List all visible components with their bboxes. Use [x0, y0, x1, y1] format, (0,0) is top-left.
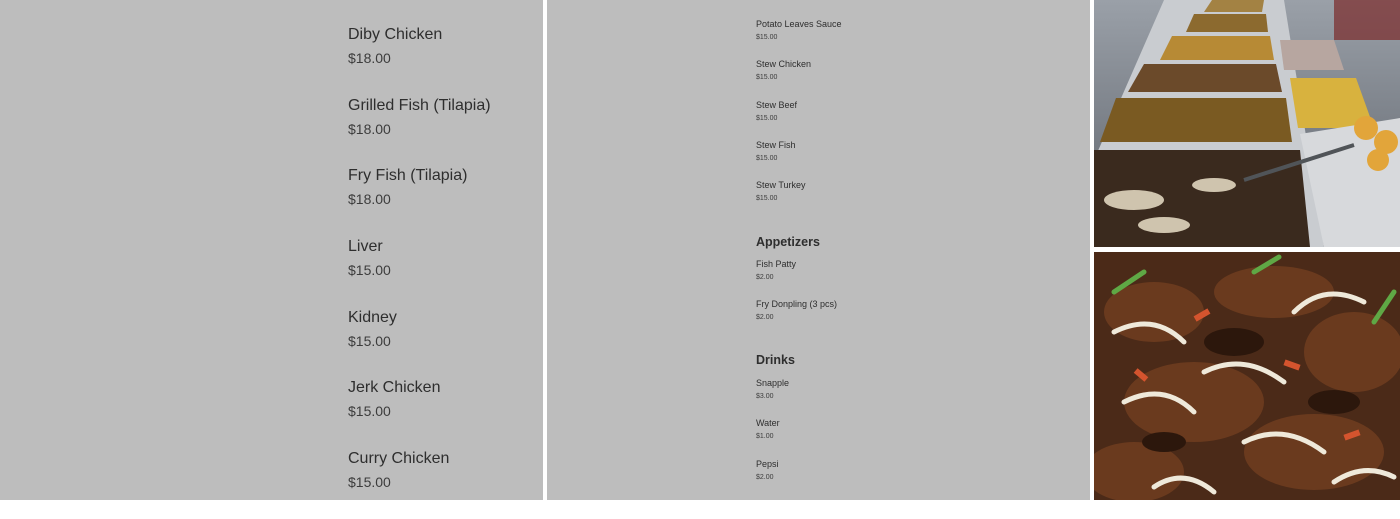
menu-item[interactable]	[348, 448, 538, 519]
menu-item-price: $15.00	[348, 474, 391, 491]
menu-item[interactable]	[756, 99, 1056, 139]
menu-item-price: $15.00	[756, 195, 778, 203]
menu-list-stews	[756, 18, 1056, 219]
buffet-photo-illustration	[1094, 0, 1400, 247]
menu-item[interactable]	[756, 458, 1056, 498]
menu-item-price: $15.00	[756, 74, 778, 82]
section-title-appetizers: Appetizers	[756, 235, 820, 249]
menu-item-name: Stew Fish	[756, 139, 796, 150]
meat-dish-photo[interactable]	[1094, 252, 1400, 500]
menu-item[interactable]	[756, 258, 1056, 298]
menu-item[interactable]	[348, 165, 538, 236]
menu-item-price: $15.00	[348, 403, 391, 420]
menu-item-price: $2.00	[756, 314, 774, 322]
menu-list-appetizers	[756, 258, 1056, 339]
menu-item-name: Kidney	[348, 308, 397, 326]
menu-item-price: $2.00	[756, 473, 774, 481]
menu-item-name: Stew Chicken	[756, 59, 812, 70]
menu-item-name: Fry Fish (Tilapia)	[348, 167, 468, 185]
menu-item-name: Jerk Chicken	[348, 379, 441, 397]
menu-item-name: Liver	[348, 238, 383, 256]
menu-item-price: $18.00	[348, 50, 391, 66]
menu-item-price: $1.00	[756, 433, 774, 441]
menu-item[interactable]	[756, 377, 1056, 417]
menu-item[interactable]	[756, 139, 1056, 179]
menu-item-price: $15.00	[756, 154, 778, 162]
menu-item[interactable]	[348, 307, 538, 378]
menu-list-main	[348, 24, 538, 519]
menu-item[interactable]	[756, 298, 1056, 338]
menu-item-price: $3.00	[756, 393, 774, 400]
menu-item[interactable]	[348, 236, 538, 307]
section-title-drinks: Drinks	[756, 353, 795, 367]
buffet-photo[interactable]	[1094, 0, 1400, 247]
menu-item-name: Grilled Fish (Tilapia)	[348, 96, 491, 114]
menu-item-name: Curry Chicken	[348, 450, 450, 468]
menu-item-price: $15.00	[348, 332, 391, 349]
menu-item-name: Water	[756, 418, 780, 429]
menu-list-drinks	[756, 377, 1056, 498]
menu-item-name: Fish Patty	[756, 259, 797, 269]
menu-item-price: $15.00	[756, 114, 778, 122]
menu-item-name: Fry Donpling (3 pcs)	[756, 299, 838, 310]
menu-item-price: $15.00	[348, 262, 391, 279]
menu-item[interactable]	[348, 24, 538, 95]
menu-item-price: $18.00	[348, 120, 391, 137]
menu-item-name: Potato Leaves Sauce	[756, 19, 842, 29]
menu-item-name: Pepsi	[756, 458, 779, 469]
meat-dish-photo-illustration	[1094, 252, 1400, 500]
menu-item-name: Stew Turkey	[756, 180, 806, 191]
menu-item[interactable]	[756, 18, 1056, 58]
menu-item-name: Snapple	[756, 378, 790, 388]
menu-item[interactable]	[348, 377, 538, 448]
menu-item-price: $2.00	[756, 274, 774, 281]
menu-item[interactable]	[348, 95, 538, 166]
menu-item-name: Stew Beef	[756, 99, 798, 110]
menu-item[interactable]	[756, 179, 1056, 219]
menu-item-name: Diby Chicken	[348, 26, 443, 43]
menu-item[interactable]	[756, 58, 1056, 98]
menu-item-price: $15.00	[756, 34, 778, 41]
menu-item[interactable]	[756, 417, 1056, 457]
menu-item-price: $18.00	[348, 191, 391, 208]
